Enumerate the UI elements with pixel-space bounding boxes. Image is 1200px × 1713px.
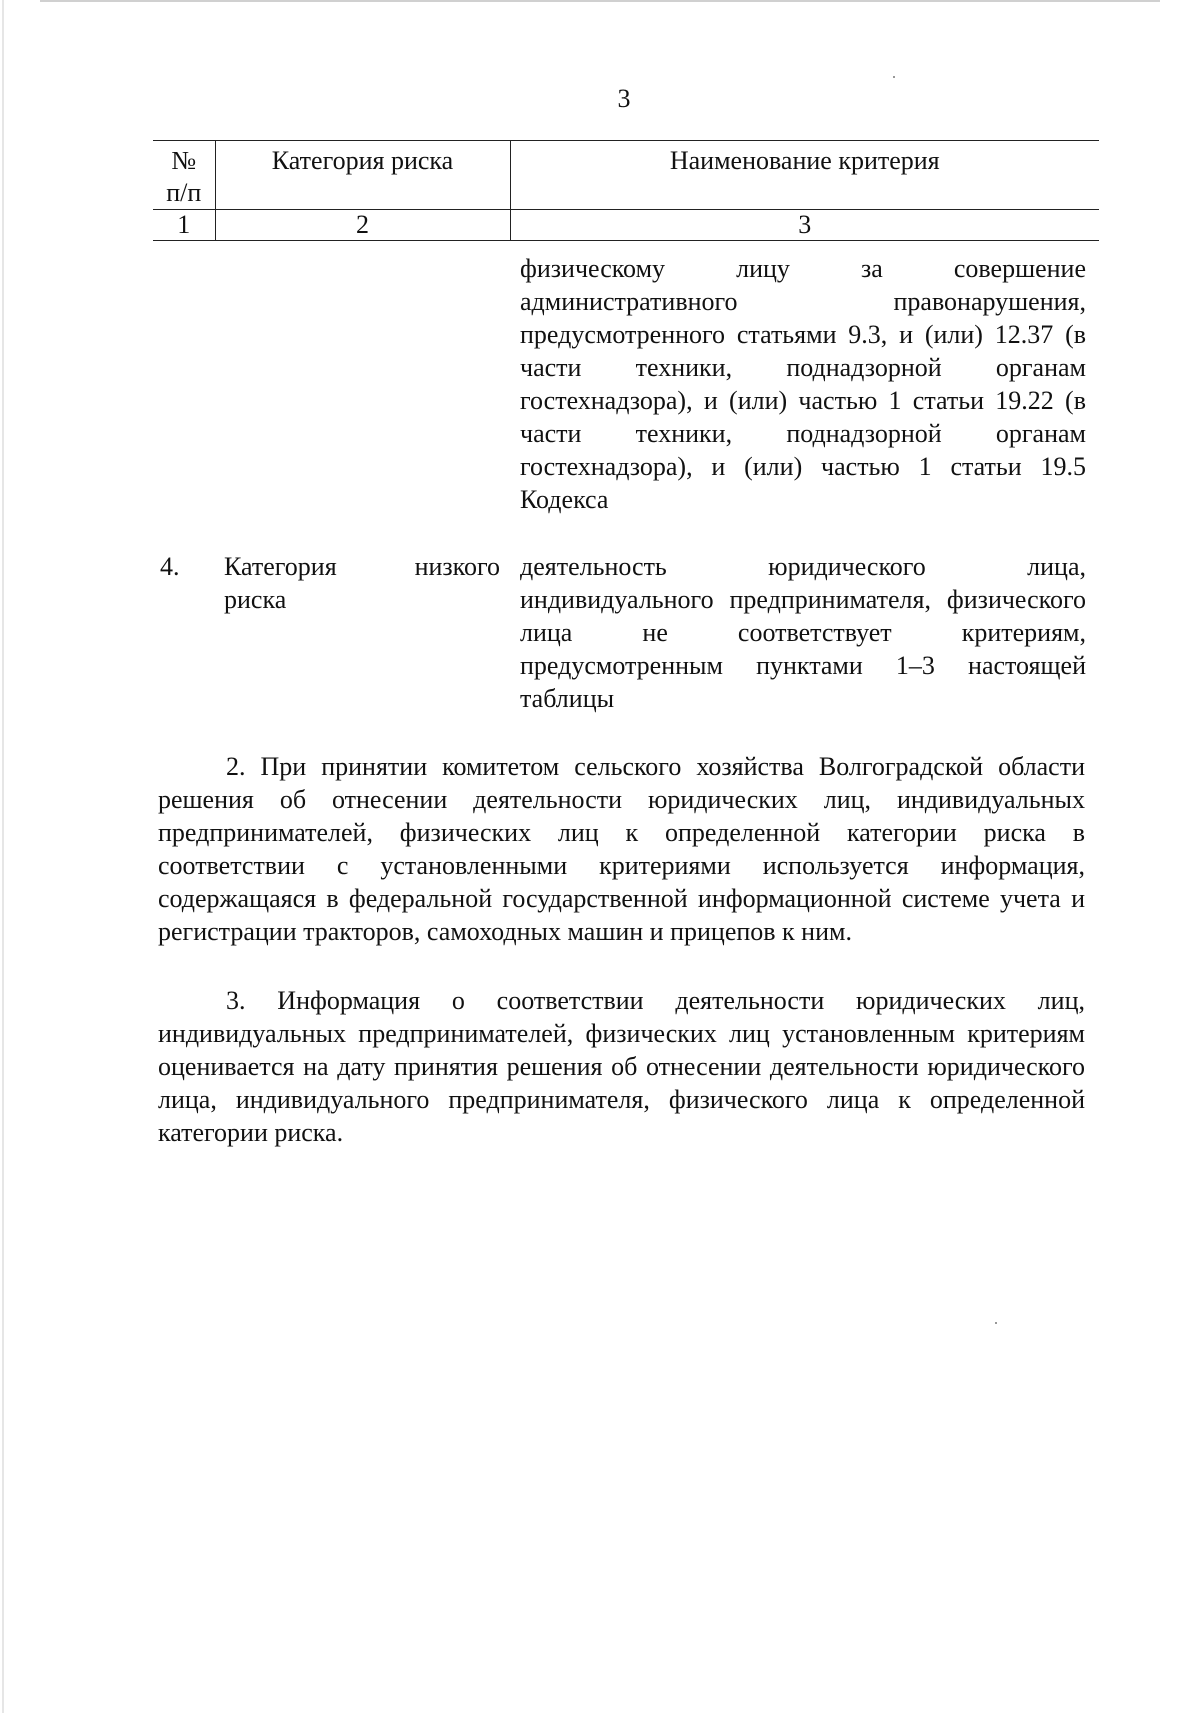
header-num (153, 141, 215, 210)
header-category (215, 141, 510, 210)
scan-speck (893, 76, 895, 78)
row4-criterion-text: деятельность юридического лица, индивидуального предпринимателя, физического лица не соответствует критериям, предусмотренным пунктами 1–3 настоящей таблицы (520, 552, 1086, 713)
header-criterion (510, 141, 1099, 210)
header-category-label: Категория риска (271, 146, 454, 175)
paragraph-3: 3. Информация о соответствии деятельности юридических лиц, индивидуальных предпринимателей, физических лиц установленным критериям оценивается на дату принятия решения об отнесении деятельности юридического лица, индивидуального предпринимателя, физического лица к определенной категории риска. (158, 986, 1085, 1147)
header-criterion-label: Наименование критерия (669, 146, 940, 175)
scan-left-edge (2, 0, 4, 1713)
row4-category-line1: Категория низкого (224, 552, 500, 581)
row4-category-line2: риска (224, 585, 287, 614)
row4-number: 4. (160, 552, 180, 581)
table-column-numbers-row (153, 210, 1099, 241)
header-num-label: № п/п (166, 146, 202, 207)
page-number: 3 (617, 84, 631, 113)
risk-table-header (153, 140, 1099, 241)
column-number-2: 2 (215, 210, 510, 241)
continuation-criterion-text: физическому лицу за совершение административного правонарушения, предусмотренного статьями 9.3, и (или) 12.37 (в части техники, поднадзорной органам гостехнадзора), и (или) частью 1 статьи 19.22 (в части техники, поднадзорной органам гостехнадзора), и (или) частью 1 статьи 19.5 Кодекса (520, 254, 1086, 514)
column-number-3: 3 (510, 210, 1099, 241)
column-number-1: 1 (153, 210, 215, 241)
scan-top-edge (40, 0, 1160, 2)
scan-speck (995, 1322, 997, 1324)
table-header-row (153, 141, 1099, 210)
paragraph-2: 2. При принятии комитетом сельского хозяйства Волгоградской области решения об отнесении деятельности юридических лиц, индивидуальных предпринимателей, физических лиц к определенной категории риска в соответствии с установленными критериями используется информация, содержащаяся в федеральной государственной информационной системе учета и регистрации тракторов, самоходных машин и прицепов к ним. (158, 752, 1085, 946)
row4-category (224, 550, 500, 616)
